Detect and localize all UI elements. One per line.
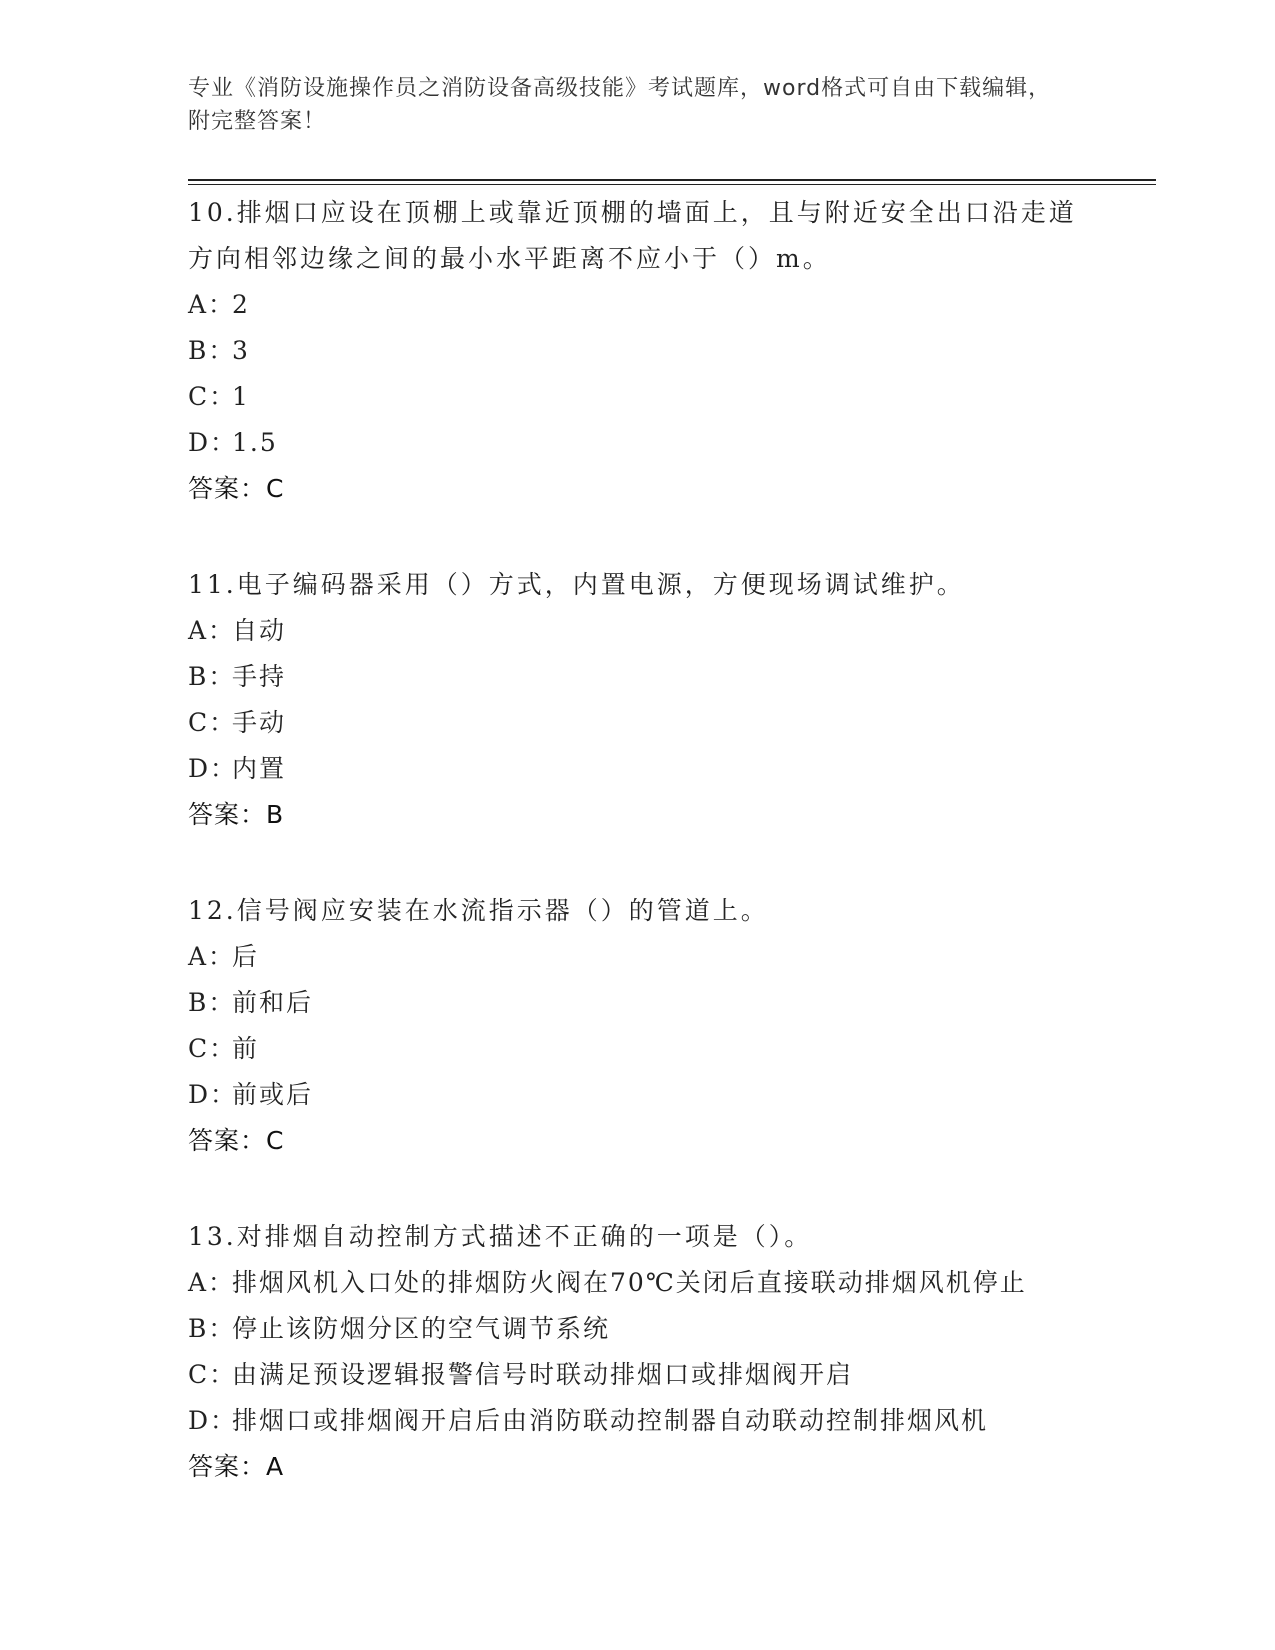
option-text: 前和后 <box>232 988 314 1017</box>
option-text: 2 <box>232 290 250 319</box>
option-text: 手动 <box>232 708 287 737</box>
option-b <box>188 328 1078 374</box>
option-key: A： <box>188 616 236 645</box>
question-stem: 10.排烟口应设在顶棚上或靠近顶棚的墙面上，且与附近安全出口沿走道方向相邻边缘之间的最小水平距离不应小于（）m。 <box>188 198 1077 273</box>
answer-label: 答案： <box>188 800 267 829</box>
option-text: 自动 <box>232 616 287 645</box>
option-key: C： <box>188 382 237 411</box>
document-header <box>188 72 1068 138</box>
question-stem: 13.对排烟自动控制方式描述不正确的一项是（）。 <box>188 1222 813 1251</box>
option-key: C： <box>188 708 237 737</box>
option-text: 前或后 <box>232 1080 314 1109</box>
option-c <box>188 374 1078 420</box>
header-divider-thin <box>188 184 1156 185</box>
option-key: B： <box>188 1314 236 1343</box>
option-key: B： <box>188 988 236 1017</box>
answer-value: C <box>266 1126 285 1155</box>
answer-label: 答案： <box>188 474 267 503</box>
option-text: 手持 <box>232 662 287 691</box>
option-key: A： <box>188 942 236 971</box>
option-d <box>188 1398 1078 1444</box>
option-text: 前 <box>232 1034 260 1063</box>
header-title: 专业《消防设施操作员之消防设备高级技能》考试题库，word格式可自由下载编辑，附完整答案！ <box>188 76 1052 134</box>
option-text: 内置 <box>232 754 287 783</box>
option-key: B： <box>188 662 236 691</box>
option-text: 1.5 <box>232 428 278 457</box>
question-stem: 12.信号阀应安装在水流指示器（）的管道上。 <box>188 896 769 925</box>
option-c <box>188 1026 1078 1072</box>
option-text: 3 <box>232 336 250 365</box>
answer-line <box>188 1444 1078 1490</box>
option-a <box>188 1260 1078 1306</box>
option-key: C： <box>188 1360 237 1389</box>
answer-line <box>188 466 1078 512</box>
option-a <box>188 608 1078 654</box>
option-text: 后 <box>232 942 260 971</box>
answer-line <box>188 792 1078 838</box>
option-key: D： <box>188 754 238 783</box>
question-13 <box>188 1214 1078 1490</box>
header-divider-thick <box>188 179 1156 181</box>
option-key: C： <box>188 1034 237 1063</box>
answer-value: A <box>266 1452 285 1481</box>
option-text: 排烟口或排烟阀开启后由消防联动控制器自动联动控制排烟风机 <box>232 1406 989 1435</box>
answer-value: B <box>266 800 285 829</box>
option-b <box>188 654 1078 700</box>
option-d <box>188 420 1078 466</box>
option-b <box>188 1306 1078 1352</box>
answer-label: 答案： <box>188 1452 267 1481</box>
option-b <box>188 980 1078 1026</box>
question-10 <box>188 190 1078 512</box>
question-11 <box>188 562 1078 838</box>
option-key: A： <box>188 290 236 319</box>
question-stem: 11.电子编码器采用（）方式，内置电源，方便现场调试维护。 <box>188 570 965 599</box>
option-key: A： <box>188 1268 236 1297</box>
option-c <box>188 700 1078 746</box>
option-key: D： <box>188 428 238 457</box>
question-list <box>188 190 1078 1540</box>
option-text: 排烟风机入口处的排烟防火阀在70℃关闭后直接联动排烟风机停止 <box>232 1268 1027 1297</box>
option-key: D： <box>188 1080 238 1109</box>
answer-label: 答案： <box>188 1126 267 1155</box>
option-text: 停止该防烟分区的空气调节系统 <box>232 1314 611 1343</box>
option-key: D： <box>188 1406 238 1435</box>
option-a <box>188 934 1078 980</box>
answer-line <box>188 1118 1078 1164</box>
option-key: B： <box>188 336 236 365</box>
option-a <box>188 282 1078 328</box>
option-d <box>188 746 1078 792</box>
option-d <box>188 1072 1078 1118</box>
option-c <box>188 1352 1078 1398</box>
answer-value: C <box>266 474 285 503</box>
question-12 <box>188 888 1078 1164</box>
option-text: 1 <box>232 382 250 411</box>
option-text: 由满足预设逻辑报警信号时联动排烟口或排烟阀开启 <box>232 1360 854 1389</box>
